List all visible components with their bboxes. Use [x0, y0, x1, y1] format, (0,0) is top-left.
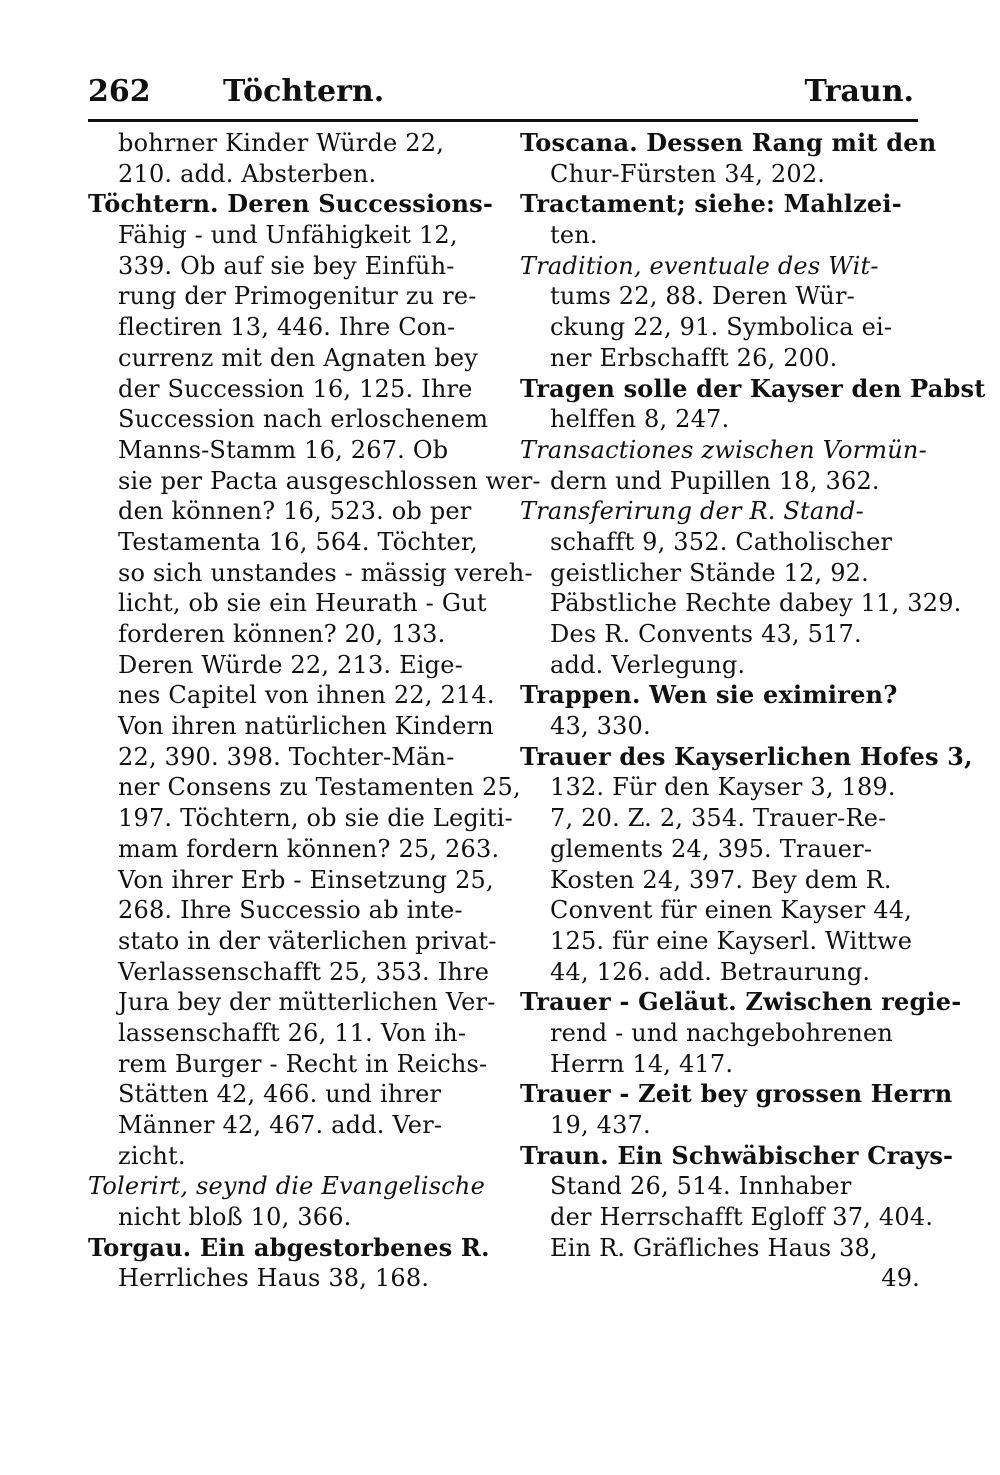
left-column: [88, 128, 541, 1294]
index-entry-line: forderen können? 20, 133.: [118, 620, 446, 648]
index-entry-line: 49.: [881, 1264, 920, 1293]
index-entry-line: Des R. Convents 43, 517.: [550, 620, 862, 648]
index-entry-line: Chur-Fürsten 34, 202.: [550, 159, 826, 188]
index-entry-heading-line: Toscana. Dessen Rang mit den: [520, 128, 937, 157]
index-entry-line: Päbstliche Rechte dabey 11, 329.: [550, 589, 962, 618]
index-entry-line: Von ihrer Erb - Einsetzung 25,: [118, 865, 494, 894]
page-number: 262: [88, 74, 151, 109]
index-entry-line: zicht.: [118, 1141, 186, 1170]
page-header: [88, 74, 914, 114]
index-entry-line: der Succession 16, 125. Ihre: [118, 374, 473, 403]
running-head-left: Töchtern.: [223, 74, 385, 109]
index-entry-heading-line: Trappen. Wen sie eximiren?: [520, 680, 898, 710]
index-entry-heading-line: Transactiones zwischen Vormün-: [520, 435, 927, 464]
index-entry-line: ner Erbschafft 26, 200.: [550, 343, 838, 372]
index-entry-heading-line: Traun. Ein Schwäbischer Crays-: [520, 1140, 954, 1170]
index-entry-line: 43, 330.: [550, 712, 651, 741]
index-entry-line: rend - und nachgebohrenen: [550, 1018, 894, 1047]
index-entry-line: 44, 126. add. Betraurung.: [550, 957, 871, 986]
index-entry-heading-line: Tractament; siehe: Mahlzei-: [520, 189, 902, 219]
index-entry-line: lassenschafft 26, 11. Von ih-: [118, 1018, 467, 1047]
index-entry-line: Manns-Stamm 16, 267. Ob: [118, 435, 449, 464]
index-entry-line: Männer 42, 467. add. Ver-: [118, 1111, 443, 1139]
index-entry-line: nicht bloß 10, 366.: [118, 1203, 352, 1232]
index-entry-line: Ein R. Gräfliches Haus 38,: [550, 1233, 878, 1262]
index-entry-line: Convent für einen Kayser 44,: [550, 896, 913, 925]
index-entry-heading-line: Trauer - Zeit bey grossen Herrn: [520, 1079, 953, 1109]
index-entry-line: rem Burger - Recht in Reichs-: [118, 1049, 488, 1078]
index-entry-line: schafft 9, 352. Catholischer: [550, 527, 893, 556]
index-entry-line: sie per Pacta ausgeschlossen wer-: [118, 466, 541, 495]
index-entry-line: 7, 20. Z. 2, 354. Trauer-Re-: [550, 804, 887, 833]
index-entry-line: Stätten 42, 466. und ihrer: [118, 1080, 442, 1109]
index-entry-line: mam fordern können? 25, 263.: [118, 834, 500, 863]
index-entry-line: 197. Töchtern, ob sie die Legiti-: [118, 804, 513, 833]
index-entry-line: 210. add. Absterben.: [118, 159, 377, 188]
index-entry-line: 268. Ihre Successio ab inte-: [118, 896, 463, 925]
index-entry-line: Fähig - und Unfähigkeit 12,: [118, 221, 458, 250]
index-entry-line: currenz mit den Agnaten bey: [118, 343, 479, 372]
index-entry-line: rung der Primogenitur zu re-: [118, 282, 477, 311]
index-entry-line: flectiren 13, 446. Ihre Con-: [118, 313, 456, 342]
index-entry-line: Jura bey der mütterlichen Ver-: [118, 988, 496, 1017]
index-entry-line: Testamenta 16, 564. Töchter,: [118, 527, 478, 556]
index-entry-line: 19, 437.: [550, 1111, 651, 1139]
index-entry-line: helffen 8, 247.: [550, 405, 730, 434]
index-entry-line: Kosten 24, 397. Bey dem R.: [550, 865, 892, 894]
index-entry-line: Von ihren natürlichen Kindern: [118, 712, 494, 741]
index-entry-line: der Herrschafft Egloff 37, 404.: [550, 1203, 934, 1232]
index-entry-heading-line: Torgau. Ein abgestorbenes R.: [88, 1232, 490, 1262]
index-entry-line: 22, 390. 398. Tochter-Män-: [118, 742, 455, 771]
index-entry-heading-line: Transferirung der R. Stand-: [520, 497, 864, 526]
index-entry-heading-line: Trauer des Kayserlichen Hofes 3,: [520, 741, 973, 771]
index-entry-line: Herrn 14, 417.: [550, 1049, 734, 1078]
index-entry-line: ten.: [550, 221, 598, 250]
right-column: [520, 128, 986, 1294]
running-head-right: Traun.: [804, 74, 914, 109]
index-entry-line: ckung 22, 91. Symbolica ei-: [550, 313, 893, 342]
index-entry-line: den können? 16, 523. ob per: [118, 497, 472, 526]
index-entry-line: 132. Für den Kayser 3, 189.: [550, 773, 896, 802]
index-entry-line: geistlicher Stände 12, 92.: [550, 558, 869, 587]
index-entry-line: Verlassenschafft 25, 353. Ihre: [118, 957, 490, 986]
index-entry-heading-line: Tolerirt, seynd die Evangelische: [88, 1172, 485, 1201]
index-entry-line: nes Capitel von ihnen 22, 214.: [118, 681, 495, 710]
index-entry-heading-line: Trauer - Geläut. Zwischen regie-: [520, 987, 962, 1017]
index-entry-heading-line: Tradition, eventuale des Wit-: [520, 251, 879, 280]
index-entry-heading-line: Töchtern. Deren Successions-: [88, 189, 494, 219]
index-entry-line: 125. für eine Kayserl. Wittwe: [550, 926, 913, 955]
index-entry-line: bohrner Kinder Würde 22,: [118, 129, 445, 157]
index-entry-line: so sich unstandes - mässig vereh-: [118, 558, 533, 587]
index-entry-line: add. Verlegung.: [550, 650, 746, 679]
index-entry-line: Stand 26, 514. Innhaber: [550, 1172, 852, 1201]
index-entry-line: Succession nach erloschenem: [118, 405, 489, 434]
index-entry-line: glements 24, 395. Trauer-: [550, 834, 873, 863]
index-entry-line: Herrliches Haus 38, 168.: [118, 1264, 430, 1293]
index-entry-line: dern und Pupillen 18, 362.: [550, 466, 880, 495]
index-entry-line: stato in der väterlichen privat-: [118, 926, 497, 955]
index-entry-line: tums 22, 88. Deren Wür-: [550, 282, 855, 311]
index-entry-line: Deren Würde 22, 213. Eige-: [118, 650, 463, 679]
index-entry-line: licht, ob sie ein Heurath - Gut: [118, 589, 487, 618]
index-entry-line: ner Consens zu Testamenten 25,: [118, 773, 521, 802]
header-rule: [88, 119, 918, 122]
index-entry-heading-line: Tragen solle der Kayser den Pabst: [520, 373, 986, 403]
index-entry-line: 339. Ob auf sie bey Einfüh-: [118, 251, 455, 280]
